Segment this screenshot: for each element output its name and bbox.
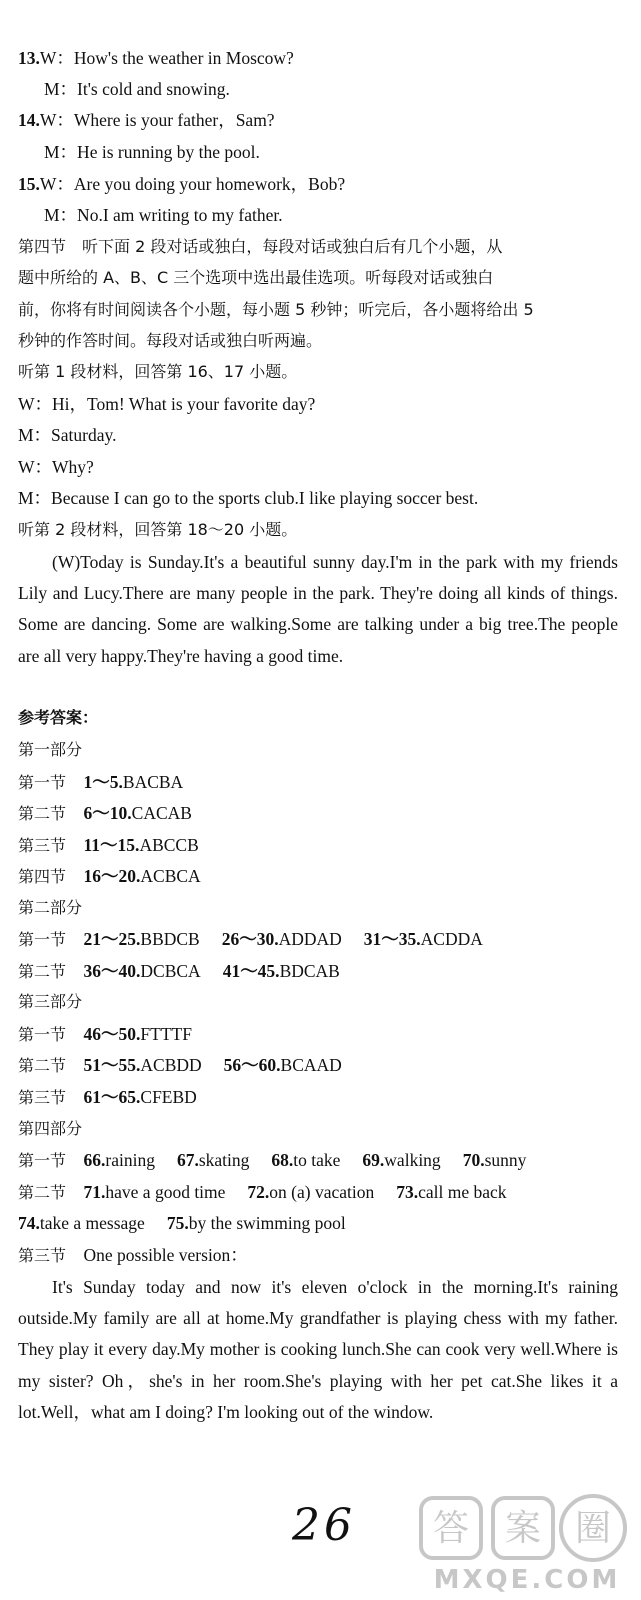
page-number: 26 [292,1500,356,1551]
section4-line2: 题中所给的 A、B、C 三个选项中选出最佳选项。听每段对话或独白 [18,268,494,287]
dialogue-13-w: 13.W：How's the weather in Moscow? [18,48,294,68]
section4-line4: 秒钟的作答时间。每段对话或独白听两遍。 [18,331,323,350]
answer-row: 第二节 6～10.CACAB [18,803,192,823]
dialogue-14-w: 14.W：Where is your father，Sam? [18,110,275,130]
material1-line: W：Why? [18,457,94,477]
material1-line: M：Because I can go to the sports club.I like playing soccer best. [18,488,479,508]
part3-title: 第三部分 [18,992,83,1011]
svg-text:案: 案 [504,1508,542,1549]
dialogue-15-w: 15.W：Are you doing your homework，Bob? [18,174,346,194]
part2-title: 第二部分 [18,898,83,917]
part4-title: 第四部分 [18,1119,83,1138]
dialogue-15-m: M：No.I am writing to my father. [44,205,283,225]
answer-row: 第三节 One possible version： [18,1245,248,1265]
answer-row: 第一节 46～50.FTTTF [18,1024,192,1044]
material1-line: M：Saturday. [18,425,117,445]
answer-row: 第二节 71.have a good time 72.on (a) vacation 73.call me back [18,1182,507,1202]
answer-row: 第一节 21～25.BBDCB 26～30.ADDAD 31～35.ACDDA [18,929,483,949]
answer-row: 第三节 11～15.ABCCB [18,835,199,855]
section4-line3: 前，你将有时间阅读各个小题，每小题 5 秒钟；听完后，各小题将给出 5 [18,300,534,319]
answer-row: 第二节 36～40.DCBCA 41～45.BDCAB [18,961,340,981]
answer-row: 第三节 61～65.CFEBD [18,1087,197,1107]
answer-row: 第二节 51～55.ACBDD 56～60.BCAAD [18,1055,342,1075]
dialogue-13-m: M：It's cold and snowing. [44,79,230,99]
dialogue-14-m: M：He is running by the pool. [44,142,260,162]
part1-title: 第一部分 [18,740,83,759]
section4-line1: 第四节 听下面 2 段对话或独白，每段对话或独白后有几个小题，从 [18,237,503,256]
answer-row: 第一节 1～5.BACBA [18,772,184,792]
answers-heading: 参考答案： [18,708,99,727]
material2-heading: 听第 2 段材料，回答第 18～20 小题。 [18,520,298,539]
svg-text:圈: 圈 [574,1508,612,1549]
answer-row: 74.take a message 75.by the swimming pool [18,1213,346,1233]
svg-text:MXQE.COM: MXQE.COM [433,1565,621,1595]
answer-row: 第一节 66.raining 67.skating 68.to take 69.walking 70.sunny [18,1150,527,1170]
essay-passage: It's Sunday today and now it's eleven o'clock in the morning.It's raining outside.My family are all at home.My grandfather is playing chess with my father. They play it every day.My mother is cooking lunch.She can cook very well.Where is my sister? Oh，she's in her room.She's playing with her pet cat.She likes it a lot.Well，what am I doing? I'm looking out of the window. [18,1277,618,1422]
material2-passage: (W)Today is Sunday.It's a beautiful sunny day.I'm in the park with my friends Lily and Lucy.There are many people in the park. They're doing all kinds of things. Some are dancing. Some are walking.Some are talking under a big tree.The people are all very happy.They're having a good time. [18,552,618,666]
svg-text:答: 答 [432,1508,470,1549]
material1-heading: 听第 1 段材料，回答第 16、17 小题。 [18,362,298,381]
answer-row: 第四节 16～20.ACBCA [18,866,201,886]
watermark-logo-icon [415,1490,635,1595]
material1-line: W：Hi，Tom! What is your favorite day? [18,394,316,414]
